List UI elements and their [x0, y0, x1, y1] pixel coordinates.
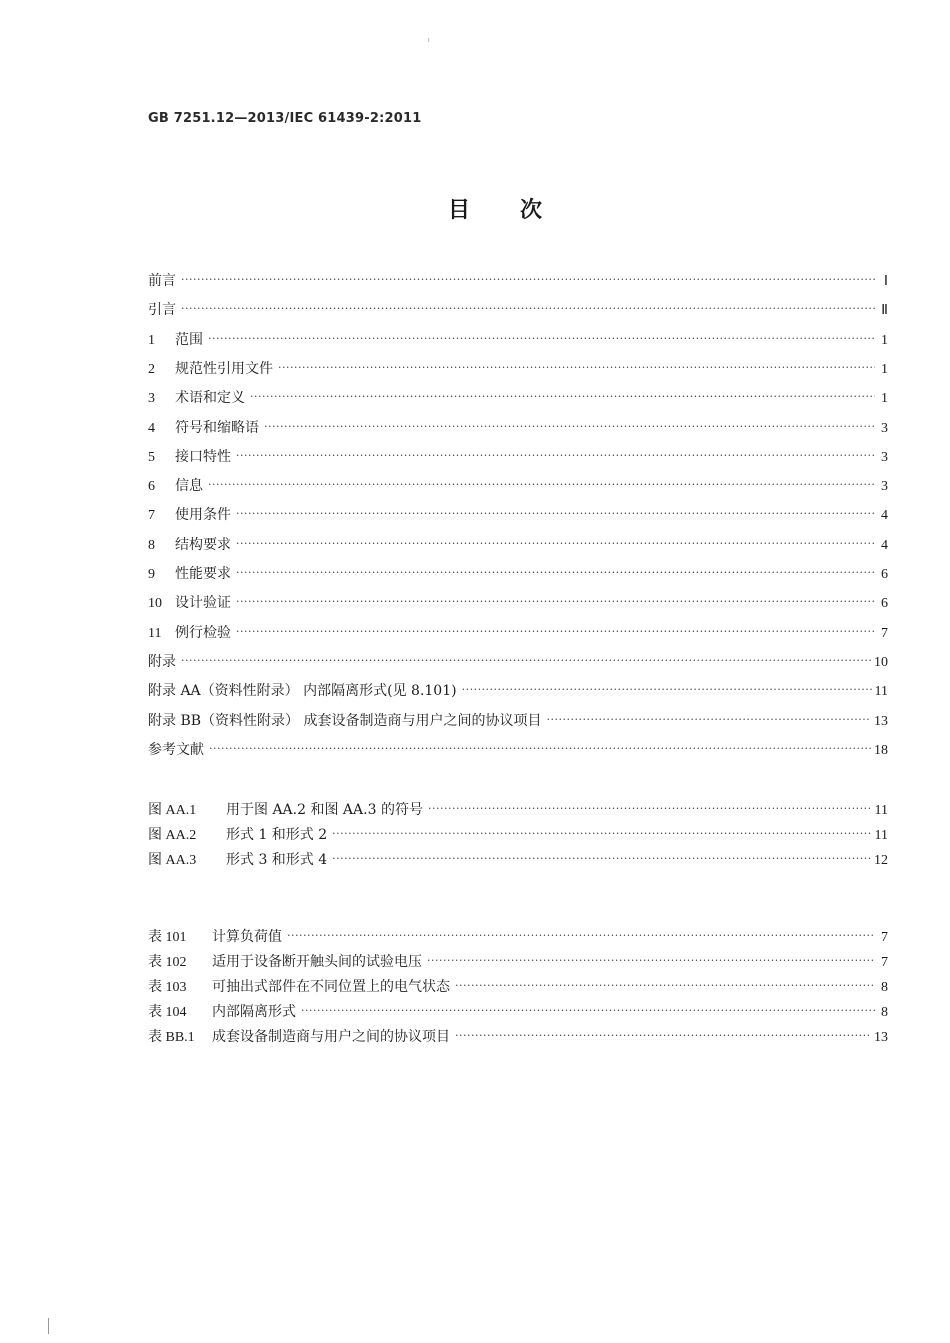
toc-entry-number: 表 101	[148, 930, 187, 945]
toc-entry-page: 3	[881, 420, 888, 436]
toc-entry-label: 使用条件	[175, 507, 231, 524]
toc-entry-label: 设计验证	[175, 595, 231, 612]
toc-entry-page: 8	[881, 1005, 888, 1020]
toc-leader-dots	[181, 269, 875, 291]
toc-entry-label: 性能要求	[175, 566, 231, 582]
toc-leader-dots	[209, 738, 871, 760]
toc-entry[interactable]	[148, 417, 888, 439]
toc-entry-label: 内部隔离形式	[212, 1004, 296, 1020]
toc-entry-label: 成套设备制造商与用户之间的协议项目	[212, 1029, 450, 1045]
toc-leader-dots	[236, 562, 875, 584]
standard-number: GB 7251.12—2013/IEC 61439-2:2011	[148, 111, 422, 126]
toc-entry[interactable]	[148, 651, 888, 673]
toc-entry-page: 6	[881, 596, 888, 612]
toc-leader-dots	[546, 709, 871, 731]
toc-entry[interactable]	[148, 926, 888, 948]
toc-leader-dots	[332, 823, 871, 845]
toc-entry[interactable]	[148, 329, 888, 351]
toc-entry-number: 图 AA.1	[148, 803, 197, 818]
margin-mark	[48, 1318, 49, 1334]
toc-entry-label: 用于图 AA.2 和图 AA.3 的符号	[226, 802, 423, 818]
toc-leader-dots	[208, 328, 875, 350]
toc-entry-number: 图 AA.2	[148, 828, 197, 843]
toc-leader-dots	[181, 650, 871, 672]
toc-entry[interactable]	[148, 739, 888, 761]
toc-entry-label: 引言	[148, 302, 176, 319]
toc-entry-label: 例行检验	[175, 624, 231, 641]
toc-entry-number: 8	[148, 537, 155, 553]
toc-entry-label: 规范性引用文件	[175, 360, 273, 377]
toc-leader-dots	[332, 848, 871, 870]
toc-entry-number: 1	[148, 332, 155, 348]
toc-entry-page: 1	[881, 391, 888, 407]
toc-entry[interactable]	[148, 849, 888, 871]
toc-entry[interactable]	[148, 824, 888, 846]
toc-entry-number: 4	[148, 420, 155, 436]
toc-entry[interactable]	[148, 563, 888, 585]
toc-entry[interactable]	[148, 976, 888, 998]
toc-entry[interactable]	[148, 592, 888, 614]
toc-leader-dots	[236, 533, 875, 555]
toc-entry-label: 前言	[148, 273, 176, 289]
toc-entry-number: 2	[148, 361, 155, 377]
toc-leader-dots	[236, 445, 875, 467]
toc-leader-dots	[462, 679, 872, 701]
page-title: 目次	[447, 197, 592, 223]
toc-entry-page: 18	[874, 742, 888, 758]
toc-leader-dots	[236, 621, 875, 643]
toc-entry-number: 7	[148, 508, 155, 524]
toc-entry-label: 术语和定义	[175, 390, 245, 407]
toc-entry-page: 10	[874, 654, 888, 670]
toc-entry-page: 12	[874, 853, 888, 868]
toc-entry-label: 可抽出式部件在不同位置上的电气状态	[212, 979, 450, 995]
toc-entry-page: Ⅱ	[881, 303, 888, 319]
toc-entry[interactable]	[148, 951, 888, 973]
toc-entry-number: 9	[148, 567, 155, 582]
toc-leader-dots	[427, 950, 875, 972]
toc-entry-label: 范围	[175, 331, 203, 348]
toc-entry-page: 11	[874, 828, 888, 843]
toc-entry-label: 计算负荷值	[212, 929, 282, 945]
toc-entry-page: 1	[881, 361, 888, 377]
toc-entry-page: 7	[881, 955, 888, 970]
toc-entry-page: 13	[874, 1030, 888, 1045]
toc-leader-dots	[301, 1000, 875, 1022]
toc-entry-label: 附录 BB（资料性附录） 成套设备制造商与用户之间的协议项目	[148, 712, 542, 729]
toc-entry[interactable]	[148, 504, 888, 526]
toc-entry-label: 符号和缩略语	[175, 419, 259, 436]
toc-entry[interactable]	[148, 299, 888, 321]
toc-leader-dots	[287, 925, 875, 947]
toc-leader-dots	[264, 416, 875, 438]
toc-entry[interactable]	[148, 622, 888, 644]
toc-entry-label: 结构要求	[175, 536, 231, 553]
toc-entry[interactable]	[148, 358, 888, 380]
scan-mark	[428, 38, 429, 42]
toc-entry-page: 3	[881, 479, 888, 495]
toc-leader-dots	[236, 503, 875, 525]
toc-leader-dots	[278, 357, 875, 379]
toc-entry-number: 10	[148, 596, 162, 612]
toc-leader-dots	[181, 298, 875, 320]
toc-entry[interactable]	[148, 387, 888, 409]
toc-entry[interactable]	[148, 680, 888, 702]
toc-entry-page: Ⅰ	[883, 274, 888, 289]
toc-entry-page: 11	[874, 684, 888, 700]
toc-entry-number: 表 104	[148, 1005, 187, 1020]
toc-entry-number: 表 103	[148, 980, 187, 995]
toc-entry-label: 附录 AA（资料性附录） 内部隔离形式(见 8.101)	[148, 683, 457, 700]
toc-entry[interactable]	[148, 534, 888, 556]
toc-entry-label: 信息	[175, 478, 203, 495]
toc-entry-label: 形式 1 和形式 2	[226, 827, 328, 843]
toc-entry-number: 11	[148, 625, 162, 641]
toc-entry-label: 接口特性	[175, 448, 231, 465]
toc-entry-page: 6	[881, 567, 888, 582]
toc-entry-label: 附录	[148, 653, 176, 670]
toc-entry-label: 形式 3 和形式 4	[226, 852, 328, 868]
toc-entry-number: 6	[148, 479, 155, 495]
toc-entry-page: 11	[874, 803, 888, 818]
toc-leader-dots	[208, 474, 875, 496]
toc-entry[interactable]	[148, 270, 888, 292]
toc-leader-dots	[455, 975, 875, 997]
toc-entry[interactable]	[148, 1026, 888, 1048]
toc-entry-page: 4	[881, 508, 888, 524]
toc-entry-page: 3	[881, 449, 888, 465]
toc-entry[interactable]	[148, 710, 888, 732]
toc-entry-number: 表 BB.1	[148, 1030, 195, 1045]
toc-entry-page: 1	[881, 332, 888, 348]
toc-entry[interactable]	[148, 475, 888, 497]
toc-leader-dots	[428, 798, 872, 820]
toc-entry-page: 7	[881, 625, 888, 641]
toc-entry-number: 5	[148, 449, 155, 465]
toc-leader-dots	[250, 386, 875, 408]
toc-leader-dots	[236, 591, 875, 613]
toc-entry-page: 8	[881, 980, 888, 995]
toc-entry[interactable]	[148, 799, 888, 821]
toc-entry[interactable]	[148, 446, 888, 468]
toc-entry-page: 7	[881, 930, 888, 945]
toc-entry-label: 适用于设备断开触头间的试验电压	[212, 954, 422, 970]
toc-leader-dots	[455, 1025, 871, 1047]
toc-entry-label: 参考文献	[148, 741, 204, 758]
toc-entry-number: 表 102	[148, 955, 187, 970]
toc-entry-number: 图 AA.3	[148, 853, 197, 868]
toc-entry-page: 13	[874, 713, 888, 729]
toc-entry-number: 3	[148, 391, 155, 407]
toc-entry[interactable]	[148, 1001, 888, 1023]
toc-entry-page: 4	[881, 537, 888, 553]
